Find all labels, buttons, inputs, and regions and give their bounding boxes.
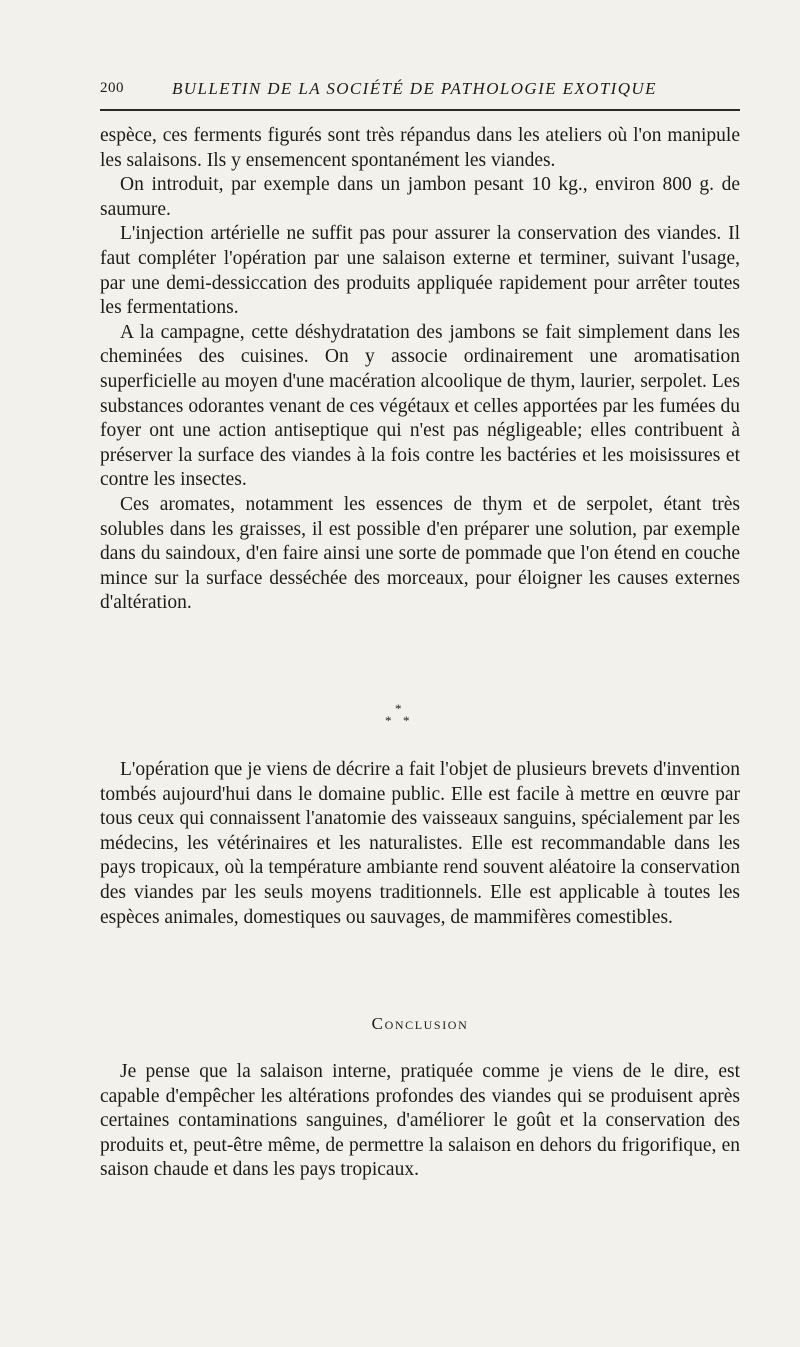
conclusion-text — [100, 1060, 740, 1183]
page-header — [100, 80, 740, 104]
paragraph: Je pense que la salaison interne, pratiquée comme je viens de le dire, est capable d'empêcher les altérations profondes des viandes qui se produisent après certaines contaminations sanguines, d'améliorer le goût et la conservation des produits et, peut-être même, de permettre la salaison en dehors du frigorifique, en saison chaude et dans les pays tropicaux. — [100, 1061, 740, 1181]
asterisk: * — [385, 713, 392, 728]
conclusion-heading: Conclusion — [371, 1014, 469, 1033]
header-rule — [100, 109, 740, 111]
asterisk: * — [395, 701, 402, 716]
paragraph: A la campagne, cette déshydratation des jambons se fait simplement dans les cheminées des cuisines. On y associe ordinairement une aromatisation superficielle au moyen d'une macération alcoolique de thym, laurier, serpolet. Les substances odorantes venant de ces végétaux et celles apportées par les fumées du foyer ont une action antiseptique qui n'est pas négligeable; elles contribuent à préserver la surface des viandes à la fois contre les bactéries et les moisissures et contre les insectes. — [100, 321, 740, 491]
body-text-after-separator — [100, 758, 740, 930]
paragraph-continued: espèce, ces ferments figurés sont très répandus dans les ateliers où l'on manipule les salaisons. Ils y ensemencent spontanément les viandes. — [100, 125, 740, 171]
section-separator-asterism — [380, 700, 420, 734]
paragraph: Ces aromates, notamment les essences de thym et de serpolet, étant très solubles dans les graisses, il est possible d'en préparer une solution, par exemple dans du saindoux, d'en faire ainsi une sorte de pommade que l'on étend en couche mince sur la surface desséchée des morceaux, pour éloigner les causes externes d'altération. — [100, 493, 740, 614]
paragraph: On introduit, par exemple dans un jambon pesant 10 kg., environ 800 g. de saumure. — [100, 174, 740, 220]
body-text-before-separator — [100, 124, 740, 616]
paragraph: L'injection artérielle ne suffit pas pour assurer la conservation des viandes. Il faut compléter l'opération par une salaison externe et terminer, suivant l'usage, par une demi-dessiccation des produits appliquée rapidement pour arrêter toutes les fermentations. — [100, 223, 740, 319]
page-number: 200 — [100, 80, 124, 96]
asterisk: * — [403, 713, 410, 728]
paragraph: L'opération que je viens de décrire a fait l'objet de plusieurs brevets d'invention tombés aujourd'hui dans le domaine public. Elle est facile à mettre en œuvre par tous ceux qui connaissent l'anatomie des vaisseaux sanguins, spécialement par les médecins, les vétérinaires et les naturalistes. Elle est recommandable dans les pays tropicaux, où la température ambiante rend souvent aléatoire la conservation des viandes par les seuls moyens traditionnels. Elle est applicable à toutes les espèces animales, domestiques ou sauvages, de mammifères comestibles. — [100, 759, 740, 928]
running-title: BULLETIN DE LA SOCIÉTÉ DE PATHOLOGIE EXOTIQUE — [172, 79, 657, 98]
